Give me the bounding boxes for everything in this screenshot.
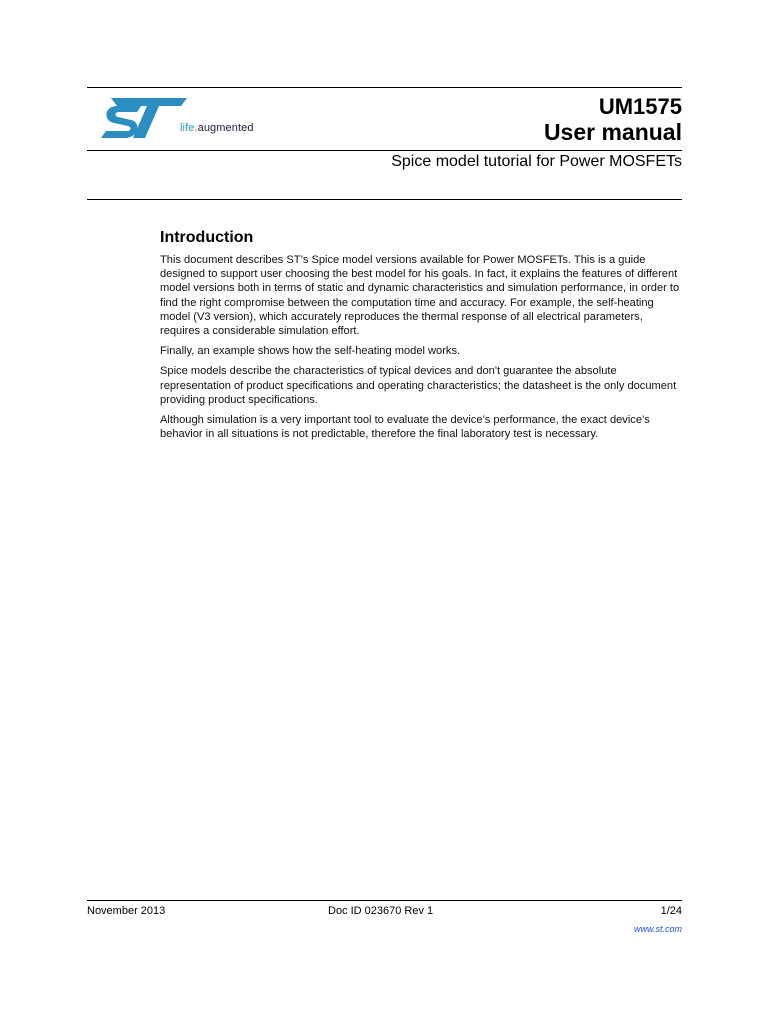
section-heading: Introduction <box>160 229 254 246</box>
paragraph: Although simulation is a very important tool to evaluate the device’s performance, the exact device’s behavior in all situations is not predictable, therefore the final laboratory test is necessary. <box>160 414 650 441</box>
st-logo <box>97 98 187 140</box>
document-subtitle: Spice model tutorial for Power MOSFETs <box>391 153 682 170</box>
paragraph: Finally, an example shows how the self-heating model works. <box>160 345 461 358</box>
introduction-body <box>160 253 682 447</box>
footer-website-link[interactable]: www.st.com <box>633 924 682 934</box>
header-mid-rule <box>87 150 682 151</box>
tagline-dot: . <box>194 122 198 134</box>
tagline-life: life <box>180 122 195 134</box>
tagline-augmented: augmented <box>197 122 254 134</box>
document-number: UM1575 <box>598 94 682 119</box>
paragraph: This document describes ST’s Spice model versions available for Power MOSFETs. This is a guide designed to support user choosing the best model for his goals. In fact, it explains the features of different model versions both in terms of static and dynamic characteristics and simulation performance, in order to find the right compromise between the computation time and accuracy. For example, the self-heating model (V3 version), which accurately reproduces the thermal response of all electrical parameters, requires a considerable simulation effort. <box>160 254 680 338</box>
header-bottom-rule <box>87 199 682 200</box>
document-type: User manual <box>543 119 682 145</box>
footer-page-number: 1/24 <box>660 905 682 917</box>
footer-doc-id: Doc ID 023670 Rev 1 <box>328 905 434 917</box>
paragraph: Spice models describe the characteristics of typical devices and don't guarantee the absolute representation of product specifications and operating characteristics; the datasheet is the only document providing product specifications. <box>160 365 677 406</box>
brand-tagline <box>180 122 254 134</box>
header-top-rule <box>87 87 682 88</box>
footer-date: November 2013 <box>87 905 166 917</box>
footer-rule <box>87 900 682 901</box>
